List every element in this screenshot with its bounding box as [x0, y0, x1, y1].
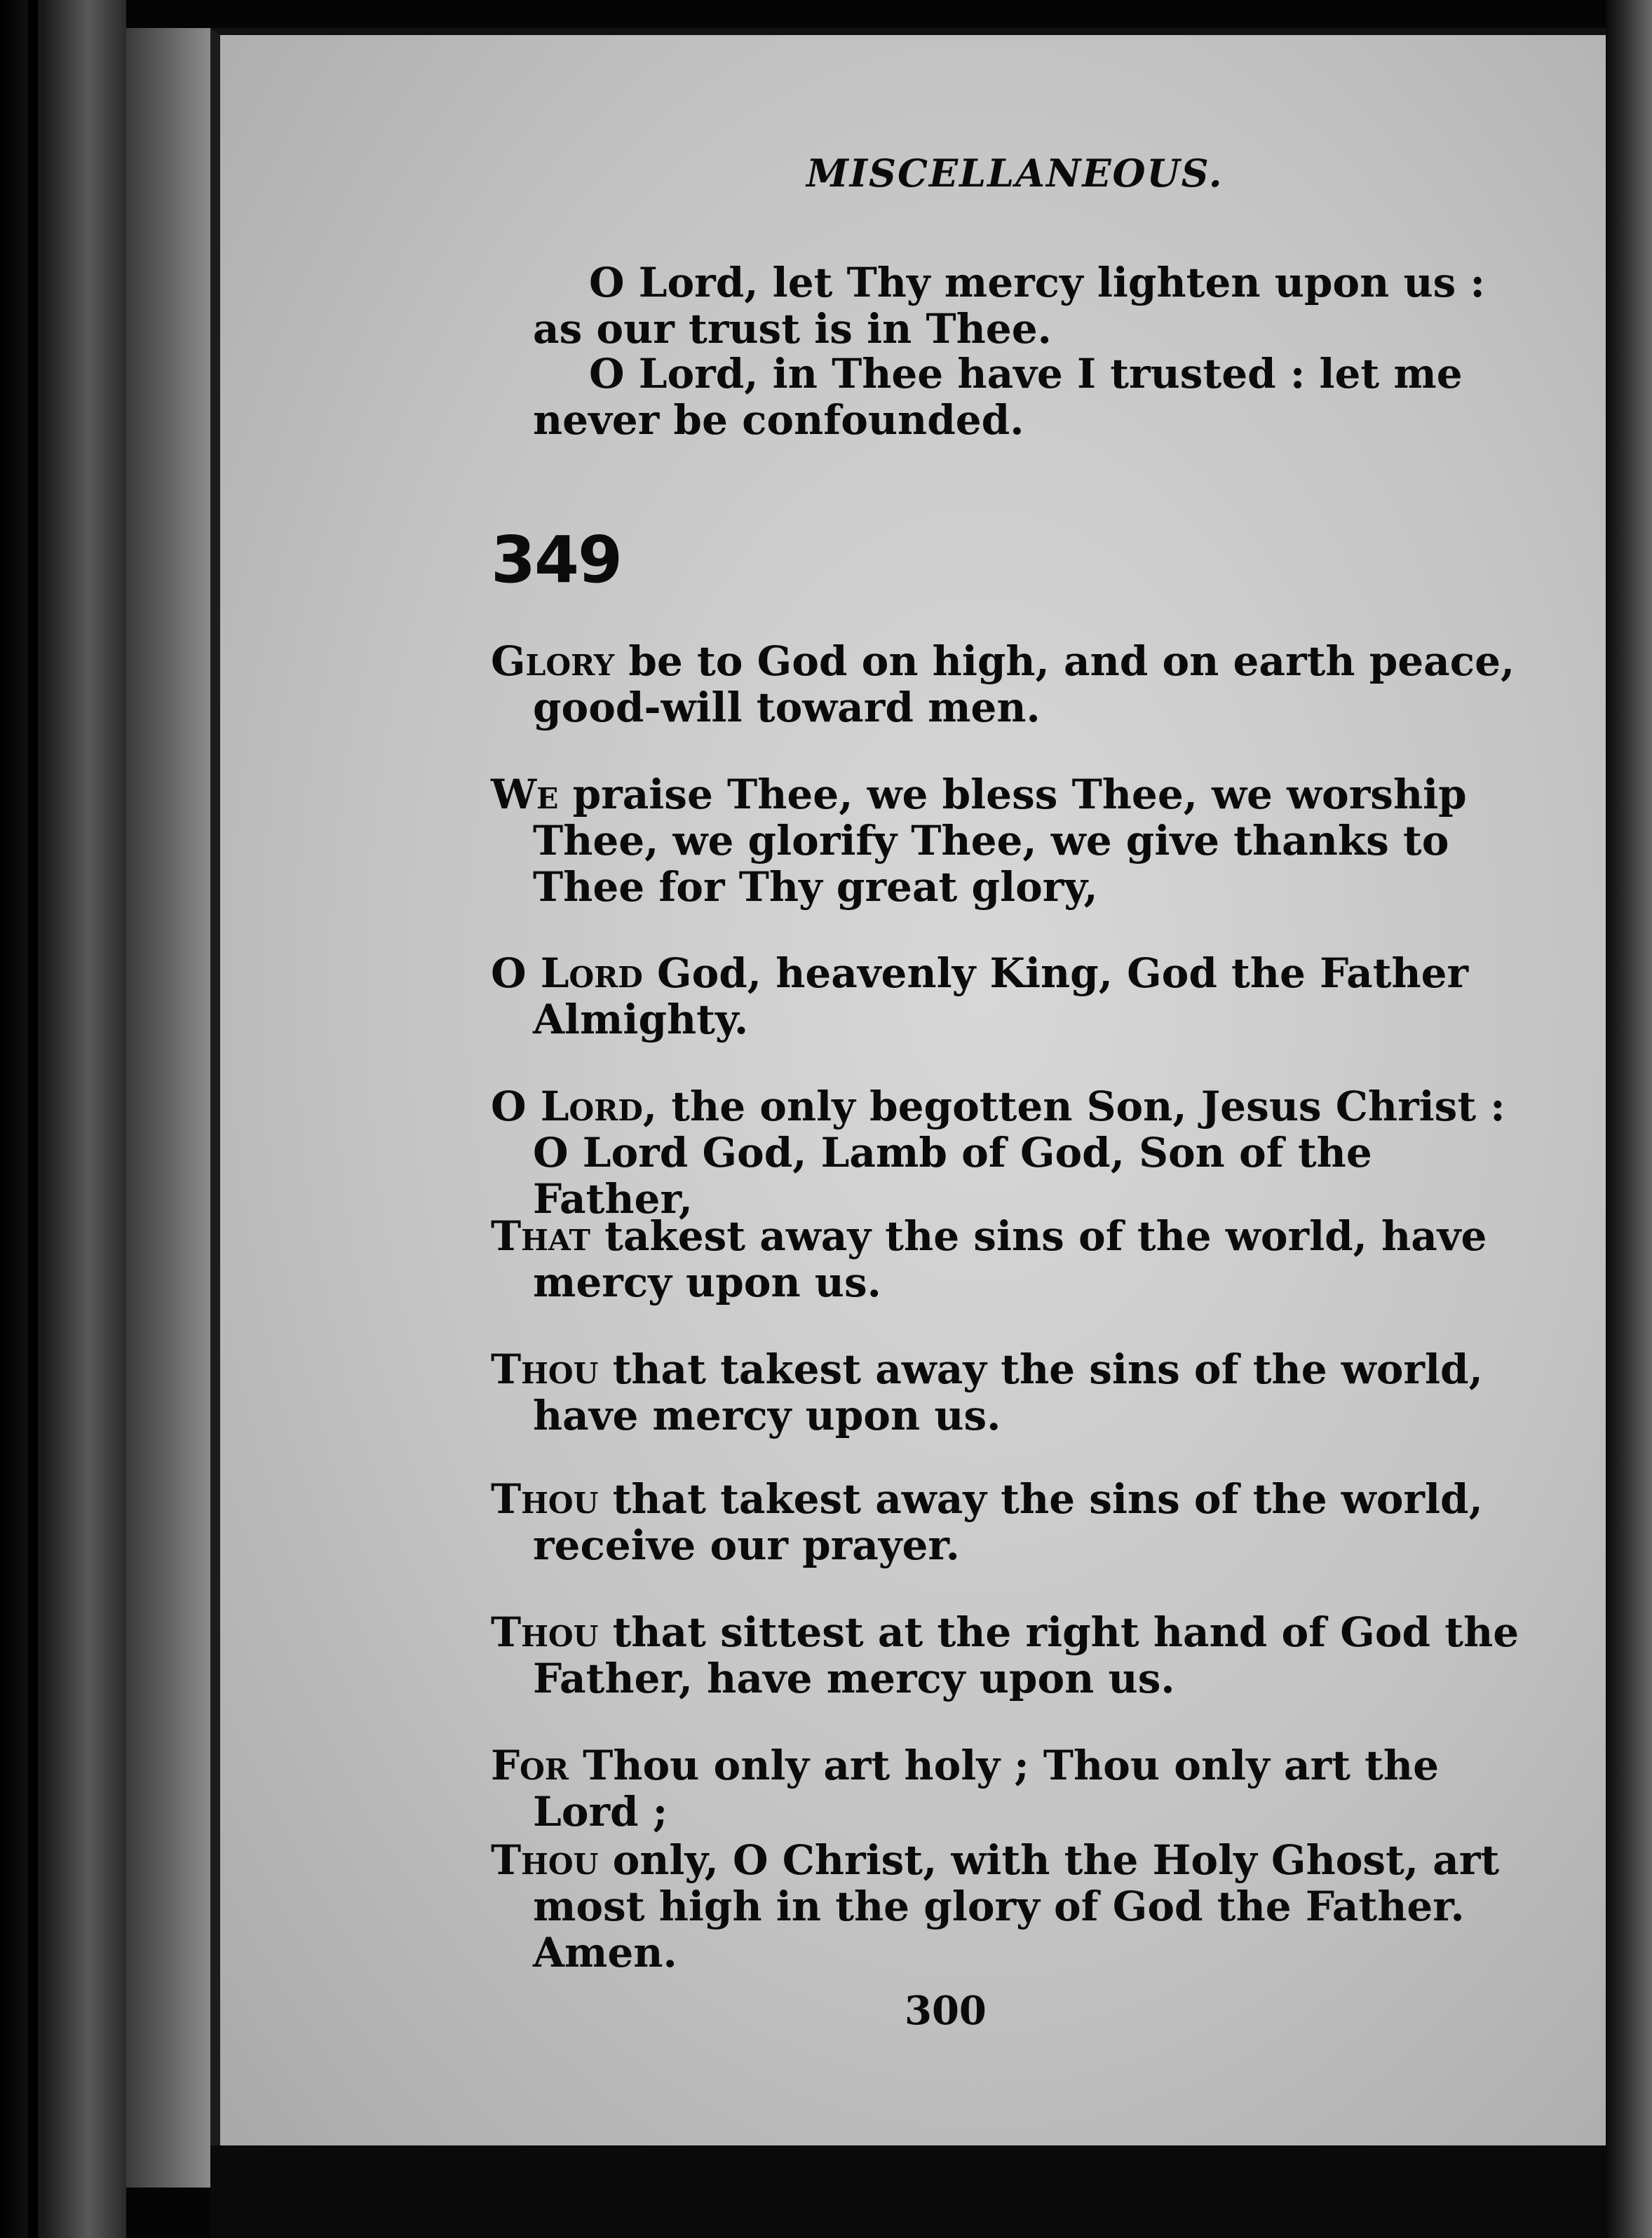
- verse-lead: Thou: [491, 1836, 599, 1884]
- verse-3: [491, 950, 1543, 1043]
- book-edge-bottom: [210, 2145, 1606, 2238]
- verse-text: that takest away the sins of the world, have mercy upon us.: [533, 1345, 1483, 1439]
- verse-lead: Thou: [491, 1608, 599, 1656]
- verse-4: [491, 1083, 1543, 1222]
- verse-text: takest away the sins of the world, have mercy upon us.: [533, 1212, 1487, 1306]
- verse-8: [491, 1609, 1543, 1702]
- page-gutter: [126, 28, 210, 2188]
- verse-lead: We: [491, 771, 559, 818]
- book-edge-left: [0, 0, 126, 2238]
- intro-paragraph-2: O Lord, in Thee have I trusted : let me never be confounded.: [533, 350, 1463, 444]
- verse-10: [491, 1837, 1543, 1976]
- verse-lead: Glory: [491, 637, 615, 685]
- verse-1: [491, 638, 1543, 731]
- hymn-number: 349: [491, 522, 622, 597]
- book-edge-right: [1606, 0, 1652, 2238]
- verse-7: [491, 1476, 1543, 1568]
- verse-lead: Thou: [491, 1345, 599, 1393]
- verse-text: praise Thee, we bless Thee, we worship Thee, we glorify Thee, we give thanks to Thee for Thy great glory,: [533, 771, 1467, 911]
- verse-5: [491, 1213, 1543, 1306]
- verse-lead: Thou: [491, 1475, 599, 1523]
- verse-text: only, O Christ, with the Holy Ghost, art most high in the glory of God the Father. Amen.: [533, 1836, 1500, 1976]
- verse-text: , the only begotten Son, Jesus Christ : O Lord God, Lamb of God, Son of the Father,: [533, 1083, 1505, 1223]
- verse-text: be to God on high, and on earth peace, good-will toward men.: [533, 637, 1515, 731]
- verse-lead: That: [491, 1212, 590, 1260]
- running-header: MISCELLANEOUS.: [806, 151, 1224, 196]
- verse-9: [491, 1742, 1543, 1835]
- intro-paragraph-1: O Lord, let Thy mercy lighten upon us : as our trust is in Thee.: [533, 259, 1485, 353]
- verse-text: Thou only art holy ; Thou only art the Lord ;: [533, 1742, 1439, 1836]
- verse-6: [491, 1346, 1543, 1439]
- verse-text: God, heavenly King, God the Father Almighty.: [533, 949, 1469, 1043]
- verse-lead: O Lord: [491, 949, 643, 997]
- binding-shadow: [28, 0, 38, 2238]
- verse-2: [491, 771, 1543, 910]
- verse-lead: For: [491, 1742, 569, 1789]
- verse-text: that takest away the sins of the world, receive our prayer.: [533, 1475, 1483, 1569]
- verse-text: that sittest at the right hand of God the Father, have mercy upon us.: [533, 1608, 1519, 1702]
- page-number: 300: [905, 1988, 987, 2034]
- verse-lead: O Lord: [491, 1083, 643, 1130]
